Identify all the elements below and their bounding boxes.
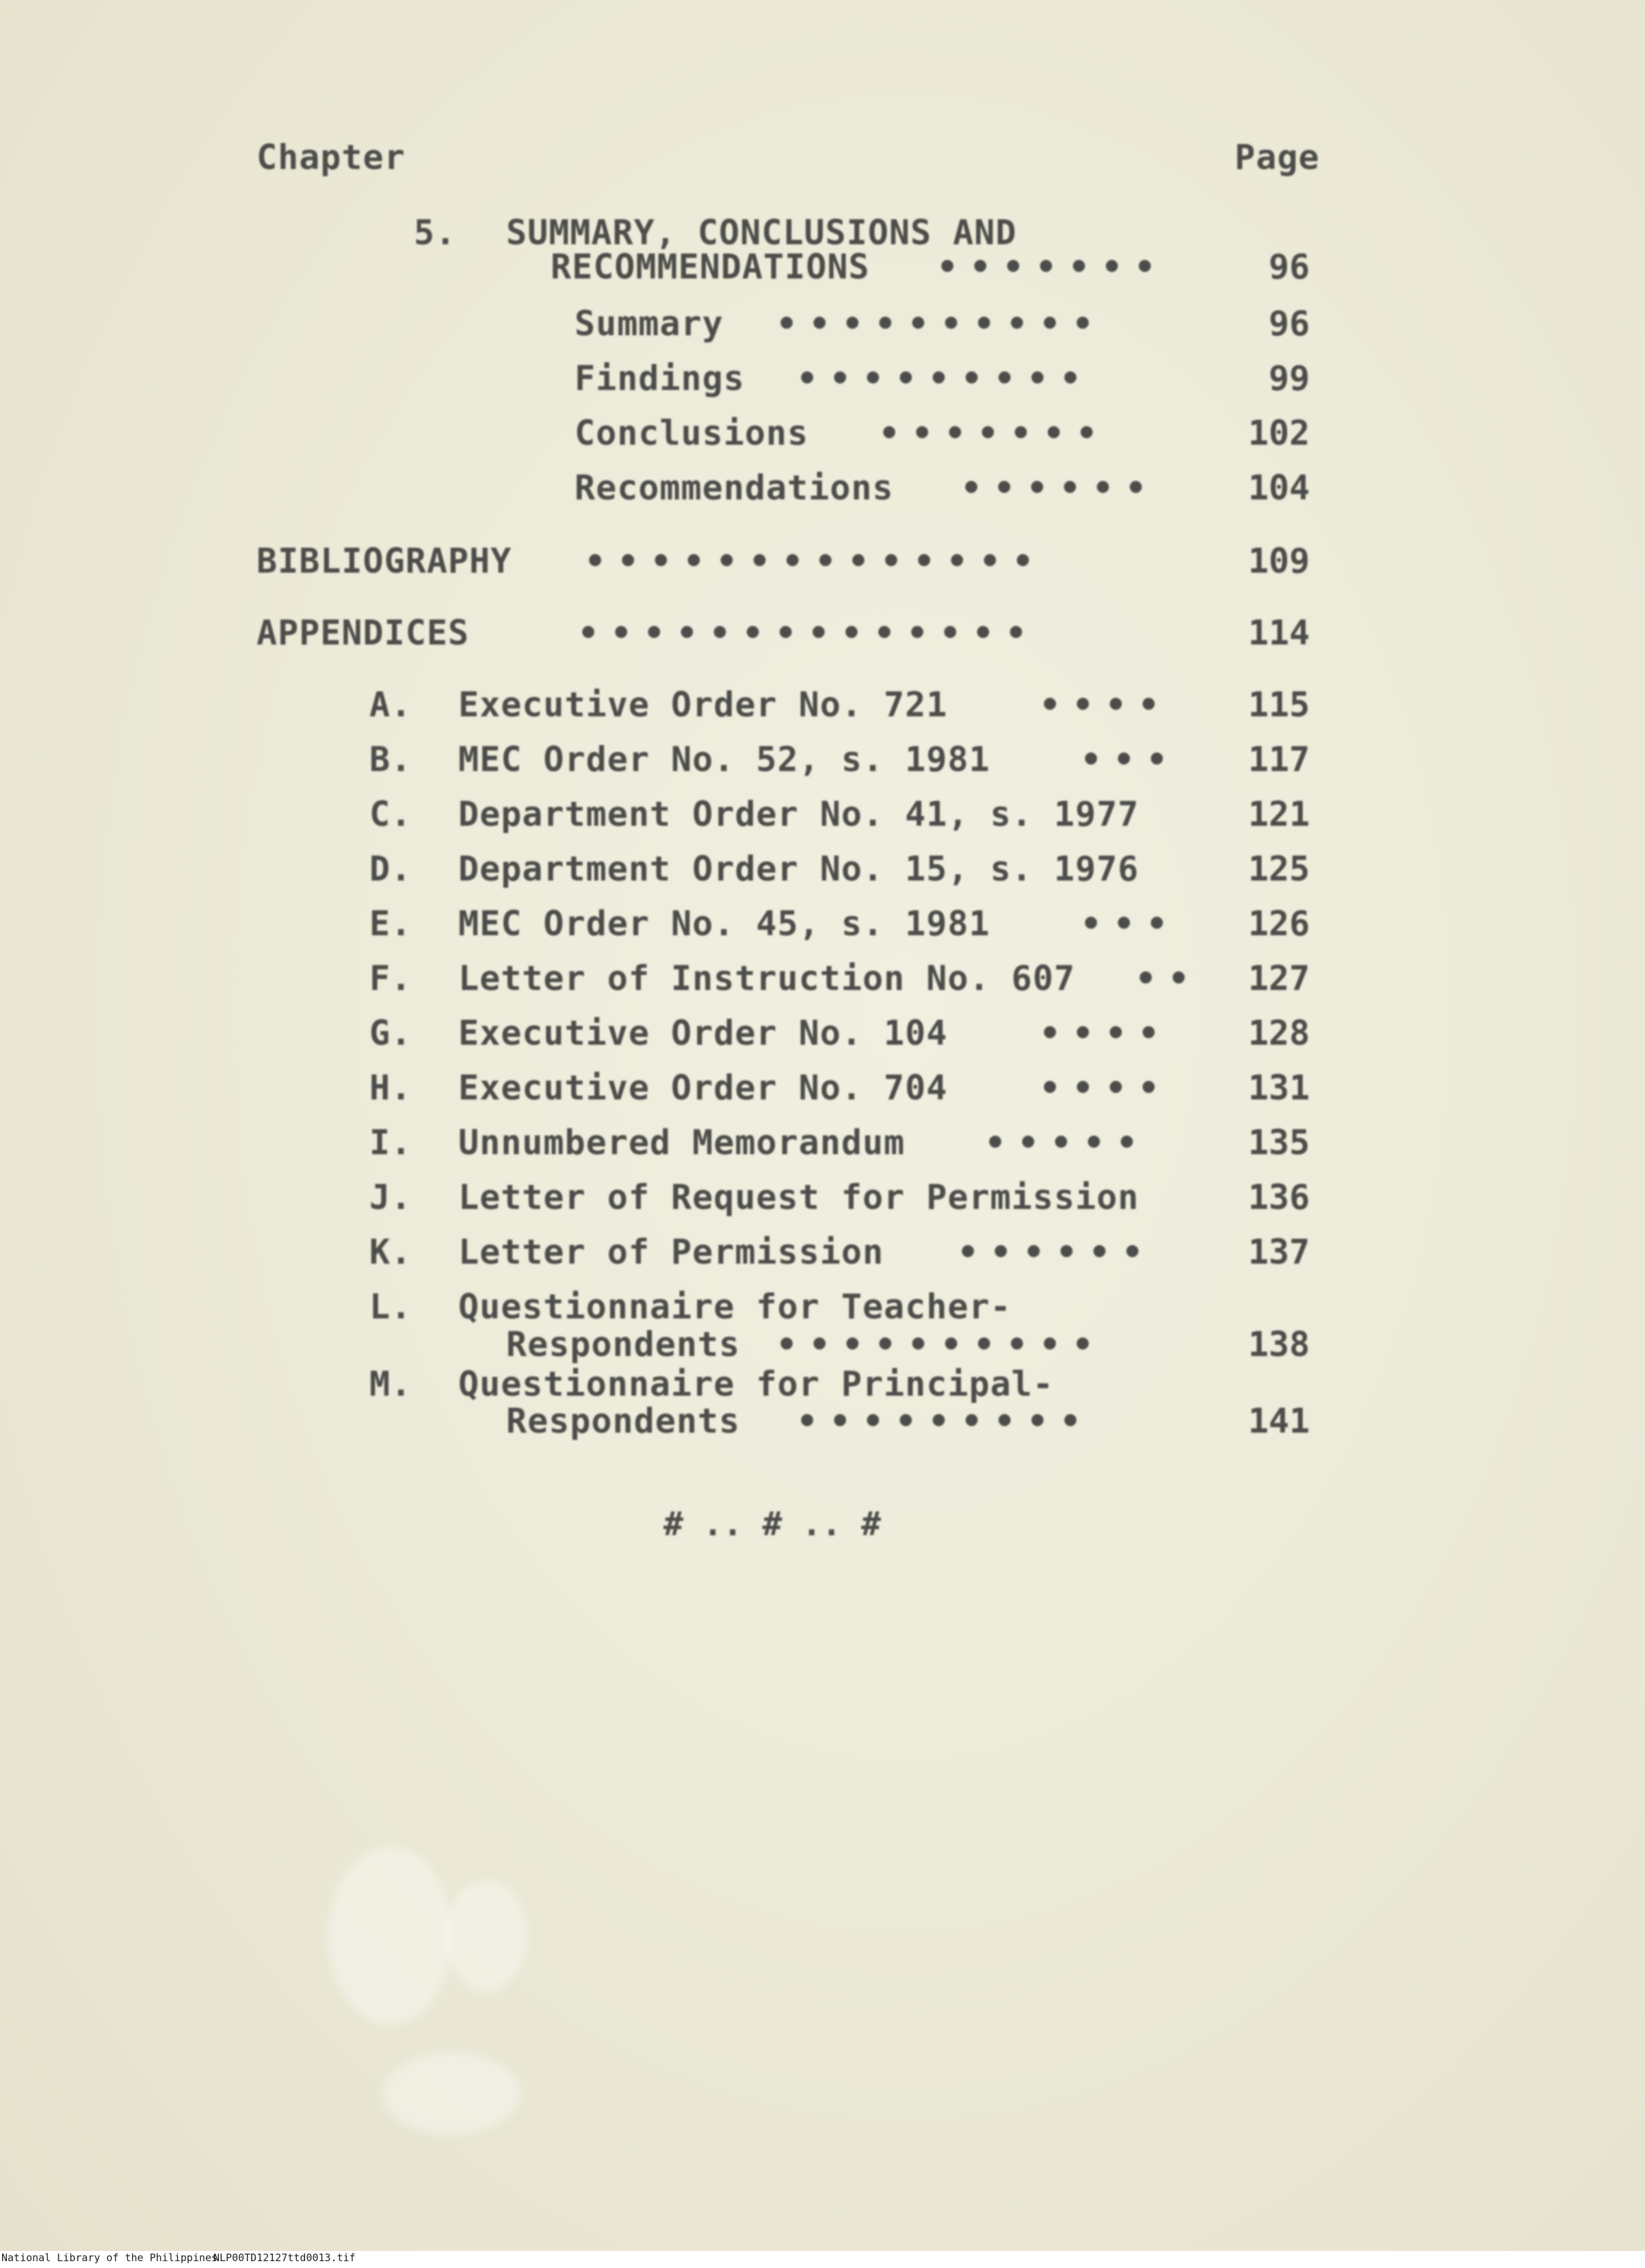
leader-dots: ••••• [985, 1123, 1150, 1162]
leader-dots: •••••••••••••• [585, 541, 1046, 581]
appendix-letter: M. [369, 1364, 412, 1404]
leader-dots: ••••••••• [797, 1401, 1093, 1441]
appendix-page: 137 [1248, 1232, 1310, 1272]
appendix-title: Letter of Permission [458, 1232, 884, 1272]
section-summary: Summary [575, 304, 724, 343]
appendices-page: 114 [1248, 613, 1310, 653]
leader-dots: ••••••••• [797, 359, 1093, 398]
chapter-title-line1: SUMMARY, CONCLUSIONS AND [506, 213, 1017, 252]
page-column-heading: Page [1235, 138, 1320, 177]
leader-dots: •••• [1040, 1013, 1172, 1053]
paper-stain [328, 1847, 451, 2025]
appendix-letter: I. [369, 1123, 412, 1162]
leader-dots: •••••• [958, 1232, 1155, 1272]
section-recommendations-page: 104 [1248, 468, 1310, 508]
leader-dots: •••• [1040, 685, 1172, 725]
appendix-letter: J. [369, 1177, 412, 1217]
appendix-title-line1: Questionnaire for Teacher- [458, 1287, 1012, 1327]
section-findings: Findings [575, 359, 745, 398]
appendix-page: 131 [1248, 1068, 1310, 1108]
appendix-page: 127 [1248, 959, 1310, 998]
appendix-title: Executive Order No. 721 [458, 685, 948, 725]
paper-stain [445, 1881, 527, 1991]
appendix-page: 141 [1248, 1401, 1310, 1441]
appendix-page: 136 [1248, 1177, 1310, 1217]
appendix-page: 125 [1248, 849, 1310, 889]
appendix-title: Department Order No. 41, s. 1977 [458, 794, 1140, 834]
bibliography-page: 109 [1248, 541, 1310, 581]
section-recommendations: Recommendations [575, 468, 894, 508]
chapter-page: 96 [1268, 247, 1310, 287]
leader-dots: •• [1135, 959, 1202, 998]
leader-dots: ••• [1081, 904, 1180, 943]
appendix-letter: H. [369, 1068, 412, 1108]
appendix-letter: K. [369, 1232, 412, 1272]
appendix-letter: E. [369, 904, 412, 943]
appendix-title: MEC Order No. 52, s. 1981 [458, 740, 990, 779]
appendix-page: 135 [1248, 1123, 1310, 1162]
end-of-contents-mark: # .. # .. # [663, 1505, 881, 1543]
leader-dots: •••••••••• [776, 304, 1106, 343]
appendix-page: 138 [1248, 1325, 1310, 1364]
section-conclusions-page: 102 [1248, 413, 1310, 453]
appendix-page: 126 [1248, 904, 1310, 943]
appendix-letter: A. [369, 685, 412, 725]
appendices-label: APPENDICES [256, 613, 470, 653]
leader-dots: •••••••••• [776, 1325, 1106, 1364]
appendix-title: MEC Order No. 45, s. 1981 [458, 904, 990, 943]
appendix-letter: L. [369, 1287, 412, 1327]
appendix-title: Letter of Instruction No. 607 [458, 959, 1075, 998]
appendix-title-line2: Respondents [506, 1401, 741, 1441]
chapter-number: 5. [414, 213, 457, 252]
appendix-letter: B. [369, 740, 412, 779]
appendix-letter: D. [369, 849, 412, 889]
chapter-title-line2: RECOMMENDATIONS [551, 247, 870, 287]
leader-dots: •••• [1040, 1068, 1172, 1108]
section-summary-page: 96 [1268, 304, 1310, 343]
bibliography-label: BIBLIOGRAPHY [256, 541, 512, 581]
appendix-page: 128 [1248, 1013, 1310, 1053]
appendix-page: 115 [1248, 685, 1310, 725]
appendix-title: Department Order No. 15, s. 1976 [458, 849, 1140, 889]
appendix-title-line2: Respondents [506, 1325, 741, 1364]
appendix-page: 117 [1248, 740, 1310, 779]
appendix-letter: C. [369, 794, 412, 834]
chapter-column-heading: Chapter [256, 138, 406, 177]
leader-dots: •••••••••••••• [578, 613, 1039, 653]
section-findings-page: 99 [1268, 359, 1310, 398]
footer-library-name: National Library of the Philippines [1, 2252, 218, 2264]
footer-filename: NLP00TD12127ttd0013.tif [213, 2252, 356, 2264]
appendix-letter: G. [369, 1013, 412, 1053]
appendix-title-line1: Questionnaire for Principal- [458, 1364, 1054, 1404]
appendix-title: Unnumbered Memorandum [458, 1123, 906, 1162]
appendix-title: Executive Order No. 704 [458, 1068, 948, 1108]
leader-dots: ••••••• [937, 247, 1168, 287]
leader-dots: ••••••• [879, 413, 1109, 453]
section-conclusions: Conclusions [575, 413, 809, 453]
appendix-letter: F. [369, 959, 412, 998]
appendix-page: 121 [1248, 794, 1310, 834]
leader-dots: ••• [1081, 740, 1180, 779]
appendix-title: Executive Order No. 104 [458, 1013, 948, 1053]
leader-dots: •••••• [961, 468, 1159, 508]
paper-stain [383, 2052, 520, 2135]
appendix-title: Letter of Request for Permission [458, 1177, 1140, 1217]
